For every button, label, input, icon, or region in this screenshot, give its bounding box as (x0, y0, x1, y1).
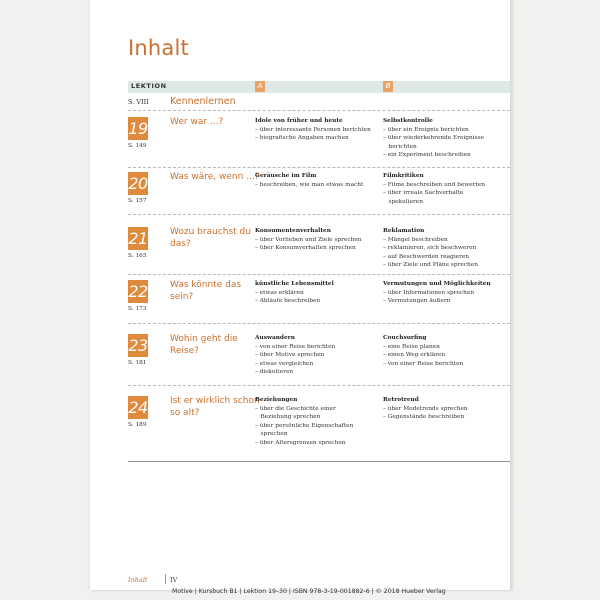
column-a-item: – über Konsumverhalten sprechen (255, 245, 356, 252)
lesson-number: 22 (128, 282, 148, 301)
lesson-title: Ist er wirklich schon so alt? (170, 396, 260, 418)
column-a-item: – etwas vergleichen (255, 360, 314, 367)
column-b-item: – über Informationen sprechen (383, 289, 475, 296)
column-a-item: – über Altersgrenzen sprechen (255, 439, 346, 446)
column-b-heading: Filmkritiken (383, 173, 424, 179)
column-a-item: – über interessante Personen berichten (255, 126, 371, 133)
column-a-item: – beschreiben, wie man etwas macht (255, 181, 364, 188)
lesson-title: Was könnte das sein? (170, 280, 242, 302)
lesson-title: Was wäre, wenn ...? (170, 172, 260, 182)
column-b (383, 396, 503, 422)
column-a (255, 280, 375, 306)
column-a (255, 117, 375, 143)
column-b (383, 227, 503, 270)
column-b-item: spekulieren (383, 198, 423, 205)
column-b (383, 172, 503, 206)
column-b-item: – Gegenstände beschreiben (383, 414, 465, 421)
footer-separator (165, 574, 166, 584)
column-a-item: – über Vorlieben und Ziele sprechen (255, 236, 362, 243)
column-b (383, 117, 503, 160)
table-header-band (128, 81, 510, 93)
divider (128, 323, 510, 324)
column-b-item: – eine Reise planen (383, 343, 440, 350)
column-a-item: – über die Geschichte einer (255, 405, 336, 412)
lesson-title: Wer war ...? (170, 117, 224, 127)
lesson-page-ref: S. 165 (128, 253, 147, 259)
column-b-item: – über wiederkehrende Ereignisse (383, 135, 484, 142)
footer-section-label: Inhalt (128, 576, 148, 584)
column-a-heading: Konsumentenverhalten (255, 228, 331, 234)
column-b-item: – Vermutungen äußern (383, 298, 451, 305)
column-b-heading: Couchsurfing (383, 335, 427, 341)
column-b-item: – Filme beschreiben und bewerten (383, 181, 485, 188)
column-a-item: – diskutieren (255, 369, 294, 376)
column-a-heading: Beziehungen (255, 397, 298, 403)
column-b-item: – von einer Reise berichten (383, 360, 464, 367)
column-a (255, 227, 375, 253)
table-bottom-rule (128, 461, 510, 462)
column-b-item: – über Ziele und Pläne sprechen (383, 262, 478, 269)
column-b-heading: Vermutungen und Möglichkeiten (383, 281, 491, 287)
column-a-item: – etwas erklären (255, 289, 304, 296)
column-b-item: berichten (383, 143, 417, 150)
lesson-page-ref: S. 157 (128, 198, 147, 204)
column-a-item: – von einer Reise berichten (255, 343, 336, 350)
column-b-item: – reklamieren, sich beschweren (383, 245, 477, 252)
intro-title: Kennenlernen (170, 96, 236, 107)
column-b (383, 280, 503, 306)
column-b-heading: Reklamation (383, 228, 425, 234)
lesson-title: Wohin geht die Reise? (170, 334, 238, 356)
lesson-number: 21 (128, 229, 148, 248)
lesson-page-ref: S. 181 (128, 360, 147, 366)
divider (128, 214, 510, 215)
intro-page-ref: S. VIII (128, 98, 149, 106)
lesson-page-ref: S. 149 (128, 143, 147, 149)
column-a-heading: künstliche Lebensmittel (255, 281, 334, 287)
column-a-item: Beziehung sprechen (255, 414, 321, 421)
lesson-number: 20 (128, 174, 148, 193)
lesson-number: 24 (128, 398, 148, 417)
divider (128, 110, 510, 111)
page-title: Inhalt (128, 36, 189, 60)
lesson-number: 23 (128, 336, 148, 355)
header-column-b: B (383, 81, 393, 92)
column-a-item: – über Motive sprechen (255, 352, 325, 359)
lesson-page-ref: S. 173 (128, 306, 147, 312)
column-b-item: – Mängel beschreiben (383, 236, 448, 243)
divider (128, 167, 510, 168)
footer-page-number: IV (170, 576, 178, 584)
lesson-title: Wozu brauchst du das? (170, 227, 251, 249)
column-a-item: – biografische Angaben machen (255, 135, 349, 142)
column-b (383, 334, 503, 368)
column-b-heading: Selbstkontrolle (383, 118, 433, 124)
lesson-number: 19 (128, 119, 148, 138)
divider (128, 274, 510, 275)
divider (128, 385, 510, 386)
header-column-a: A (255, 81, 265, 92)
column-a (255, 172, 375, 189)
column-a (255, 396, 375, 448)
imprint-line: Motive | Kursbuch B1 | Lektion 19–30 | ISBN 978-3-19-001882-6 | © 2018 Hueber Verlag (172, 588, 446, 595)
column-b-item: – über irreale Sachverhalte (383, 190, 464, 197)
column-b-item: – über ein Ereignis berichten (383, 126, 469, 133)
book-page (90, 0, 510, 590)
column-a-item: sprechen (255, 431, 288, 438)
column-a-heading: Auswandern (255, 335, 295, 341)
column-a-heading: Geräusche im Film (255, 173, 317, 179)
page-edge (510, 0, 514, 590)
column-b-heading: Retrotrend (383, 397, 419, 403)
column-b-item: – über Modetrends sprechen (383, 405, 468, 412)
column-b-item: – auf Beschwerden reagieren (383, 253, 470, 260)
column-a-heading: Idole von früher und heute (255, 118, 343, 124)
column-b-item: – einen Weg erklären (383, 352, 446, 359)
column-a-item: – Abläufe beschreiben (255, 298, 321, 305)
column-a (255, 334, 375, 377)
lesson-page-ref: S. 189 (128, 422, 147, 428)
column-b-item: – ein Experiment beschreiben (383, 152, 471, 159)
column-a-item: – über persönliche Eigenschaften (255, 422, 354, 429)
header-lektion-label: LEKTION (131, 82, 167, 90)
